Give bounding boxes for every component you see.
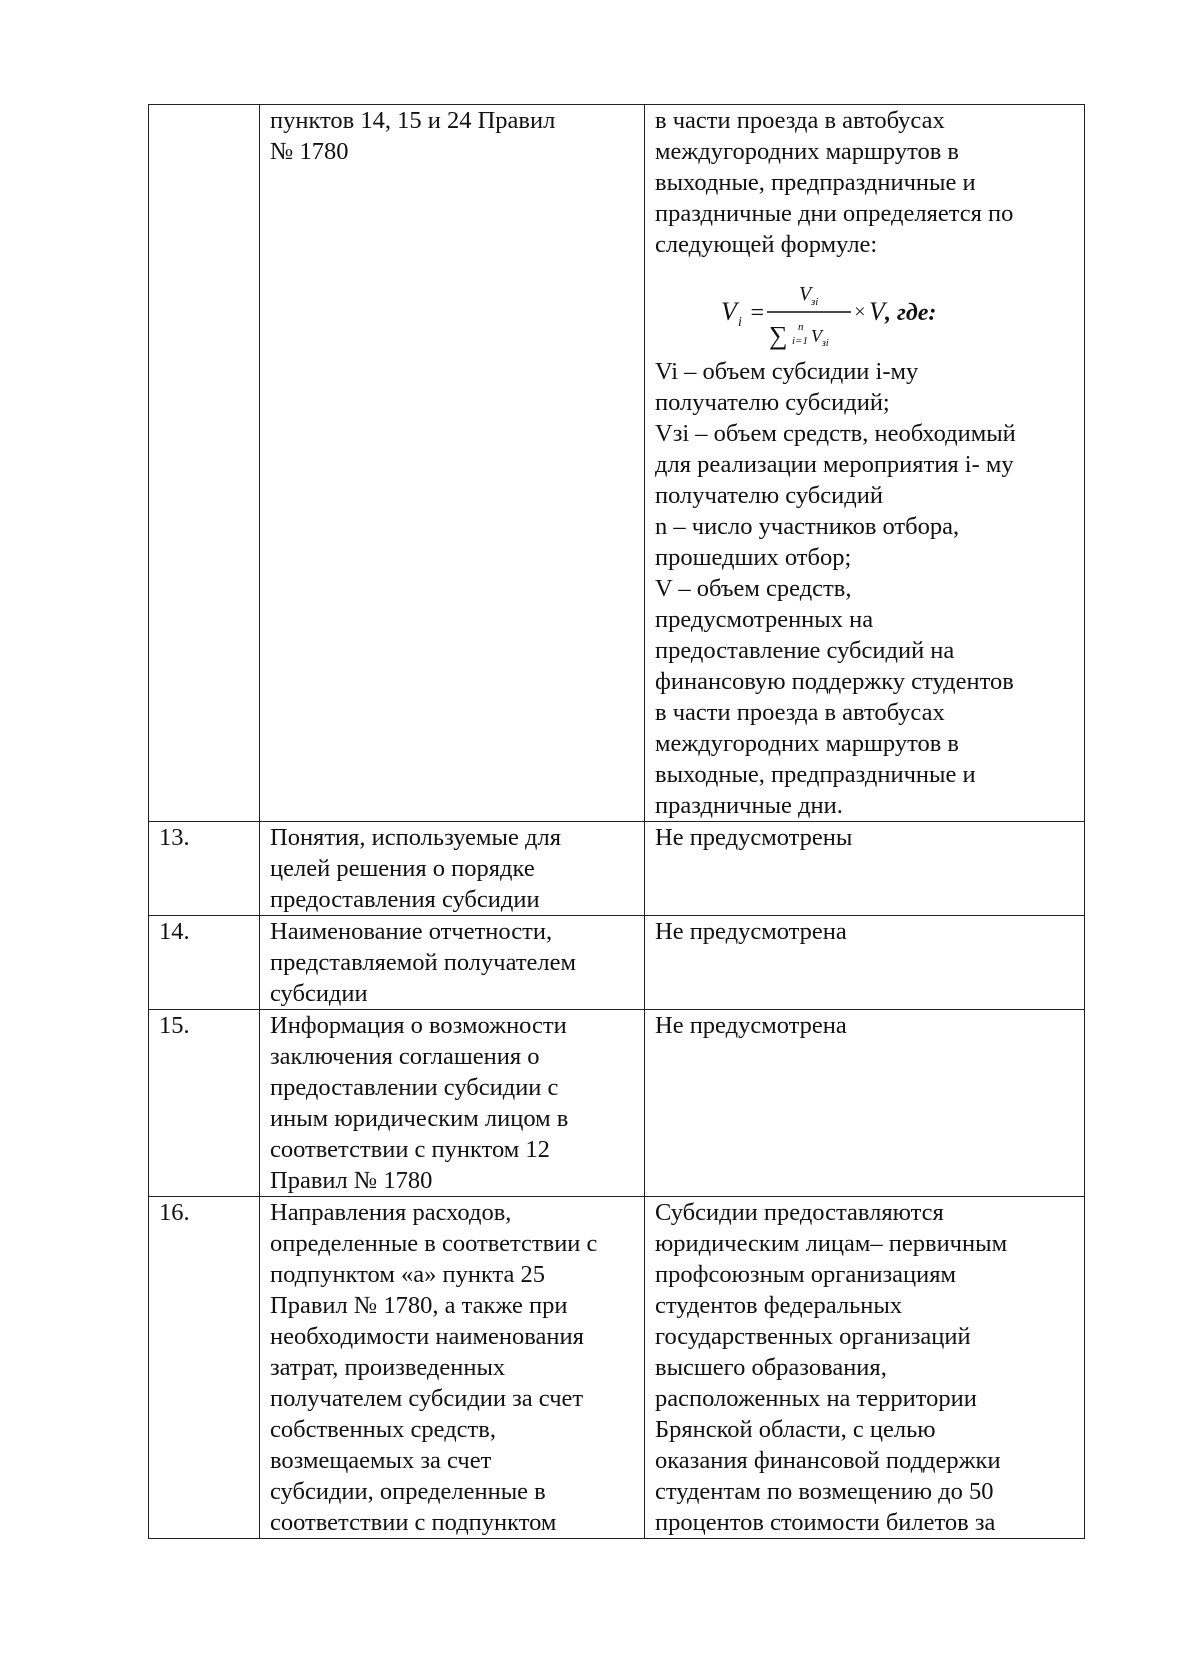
- row-value: [645, 822, 1085, 916]
- row-number: 13.: [149, 822, 260, 916]
- text-line: государственных организаций: [655, 1323, 971, 1350]
- formula-den-var: V: [811, 326, 822, 346]
- text-line: пунктов 14, 15 и 24 Правил: [270, 107, 556, 134]
- text-line: V – объем средств,: [655, 575, 852, 602]
- text-line: Не предусмотрена: [655, 1012, 847, 1039]
- text-line: предоставления субсидии: [270, 886, 540, 913]
- formula-numerator: V: [799, 283, 812, 305]
- text-line: соответствии с подпунктом: [270, 1509, 557, 1536]
- text-line: Не предусмотрены: [655, 824, 853, 851]
- text-line: оказания финансовой поддержки: [655, 1447, 1001, 1474]
- formula-equals: =: [749, 300, 766, 326]
- text-line: прошедших отбор;: [655, 544, 852, 571]
- table-row: [149, 1010, 1085, 1197]
- table-row: [149, 1197, 1085, 1539]
- row-description: [260, 105, 645, 822]
- text-line: Субсидии предоставляются: [655, 1199, 944, 1226]
- text-line: Правил № 1780: [270, 1167, 433, 1194]
- row-number: 15.: [149, 1010, 260, 1197]
- row-value: [645, 1010, 1085, 1197]
- formula-lhs-sub: i: [738, 315, 742, 330]
- table-row: [149, 916, 1085, 1010]
- text-line: n – число участников отбора,: [655, 513, 960, 540]
- text-line: выходные, предпраздничные и: [655, 169, 976, 196]
- text-line: в части проезда в автобусах: [655, 107, 945, 134]
- formula-times: ×: [853, 301, 867, 323]
- text-line: собственных средств,: [270, 1416, 496, 1443]
- text-line: для реализации мероприятия i- му: [655, 451, 1014, 478]
- text-line: Наименование отчетности,: [270, 918, 553, 945]
- text-line: получателем субсидии за счет: [270, 1385, 584, 1412]
- text-line: расположенных на территории: [655, 1385, 977, 1412]
- table-row: [149, 822, 1085, 916]
- text-line: № 1780: [270, 138, 349, 165]
- text-line: субсидии, определенные в: [270, 1478, 546, 1505]
- text-line: праздничные дни определяется по: [655, 200, 1014, 227]
- subsidy-table: [148, 104, 1085, 1539]
- text-line: Направления расходов,: [270, 1199, 512, 1226]
- text-line: Понятия, используемые для: [270, 824, 561, 851]
- row-description: [260, 916, 645, 1010]
- formula-sum-sub: i=1: [792, 335, 808, 347]
- text-line: предоставлении субсидии с: [270, 1074, 559, 1101]
- formula-sum-sup: n: [798, 321, 804, 333]
- text-line: представляемой получателем: [270, 949, 576, 976]
- text-line: Не предусмотрена: [655, 918, 847, 945]
- table-row: [149, 105, 1085, 822]
- text-line: междугородних маршрутов в: [655, 730, 959, 757]
- text-line: студентам по возмещению до 50: [655, 1478, 994, 1505]
- text-line: получателю субсидий;: [655, 389, 890, 416]
- text-line: в части проезда в автобусах: [655, 699, 945, 726]
- formula-rhs: V: [869, 297, 885, 326]
- row-number: 16.: [149, 1197, 260, 1539]
- text-line: юридическим лицам– первичным: [655, 1230, 1008, 1257]
- formula-sum: ∑: [769, 321, 788, 350]
- formula-graphic: [655, 260, 1075, 356]
- row-description: [260, 822, 645, 916]
- text-line: студентов федеральных: [655, 1292, 903, 1319]
- row-number: [149, 105, 260, 822]
- subsidy-formula: [655, 260, 1076, 356]
- text-line: процентов стоимости билетов за: [655, 1509, 996, 1536]
- text-line: заключения соглашения о: [270, 1043, 540, 1070]
- text-line: затрат, произведенных: [270, 1354, 506, 1381]
- text-line: определенные в соответствии с: [270, 1230, 598, 1257]
- formula-den-sub: зi: [822, 338, 829, 349]
- text-line: предоставление субсидий на: [655, 637, 955, 664]
- text-line: предусмотренных на: [655, 606, 874, 633]
- text-line: следующей формуле:: [655, 231, 878, 258]
- text-line: Правил № 1780, а также при: [270, 1292, 568, 1319]
- text-line: финансовую поддержку студентов: [655, 668, 1014, 695]
- text-line: получателю субсидий: [655, 482, 883, 509]
- text-line: соответствии с пунктом 12: [270, 1136, 550, 1163]
- text-line: возмещаемых за счет: [270, 1447, 492, 1474]
- text-line: иным юридическим лицом в: [270, 1105, 569, 1132]
- row-value: [645, 105, 1085, 822]
- text-line: необходимости наименования: [270, 1323, 584, 1350]
- row-number: 14.: [149, 916, 260, 1010]
- text-line: праздничные дни.: [655, 792, 843, 819]
- row-value: [645, 1197, 1085, 1539]
- formula-numerator-sub: зi: [811, 296, 819, 308]
- text-line: Vзi – объем средств, необходимый: [655, 420, 1016, 447]
- text-line: профсоюзным организациям: [655, 1261, 956, 1288]
- text-line: Vi – объем субсидии i-му: [655, 358, 919, 385]
- text-line: междугородних маршрутов в: [655, 138, 959, 165]
- row-value: [645, 916, 1085, 1010]
- formula-lhs: V: [721, 297, 737, 326]
- formula-tail: , где:: [885, 300, 937, 326]
- text-line: субсидии: [270, 980, 368, 1007]
- text-line: выходные, предпраздничные и: [655, 761, 976, 788]
- text-line: Брянской области, с целью: [655, 1416, 936, 1443]
- text-line: высшего образования,: [655, 1354, 887, 1381]
- row-description: [260, 1197, 645, 1539]
- text-line: Информация о возможности: [270, 1012, 567, 1039]
- text-line: целей решения о порядке: [270, 855, 535, 882]
- text-line: подпунктом «а» пункта 25: [270, 1261, 546, 1288]
- row-description: [260, 1010, 645, 1197]
